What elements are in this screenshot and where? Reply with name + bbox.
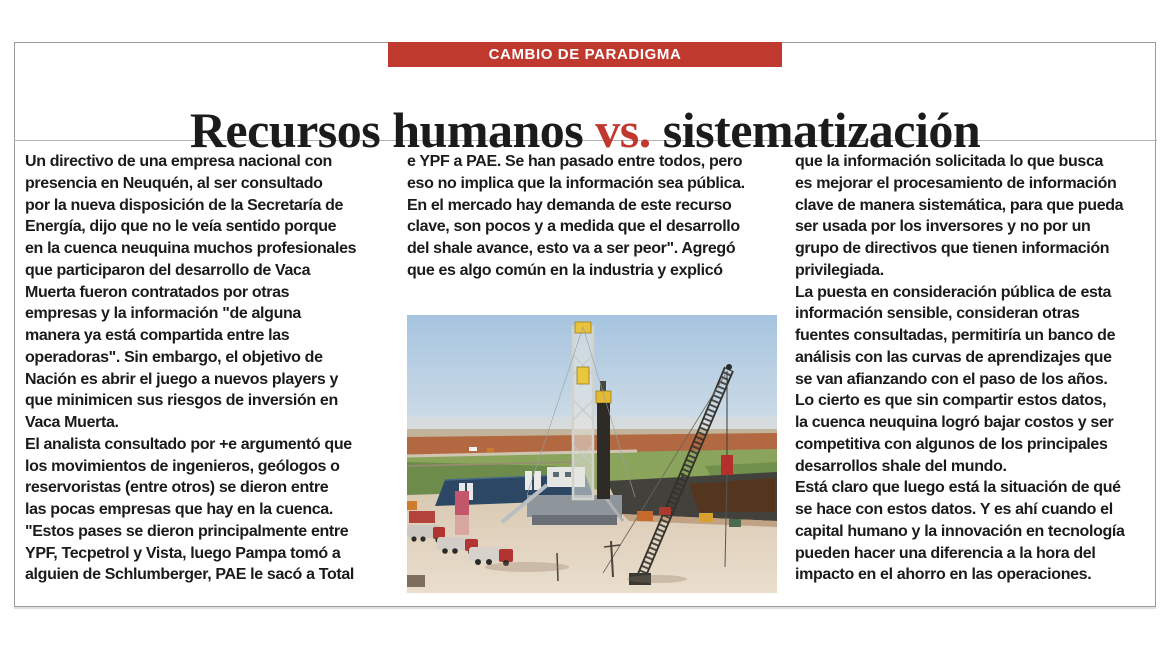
article-column-2 [407,151,779,282]
headline-accent-vs: vs. [595,101,651,158]
text-line: la cuenca neuquina logró bajar costos y ser [795,414,1114,431]
text-line: eso no implica que la información sea pública. [407,174,745,192]
text-line: que la información solicitada lo que busca [795,153,1104,170]
text-line: desarrollos shale del mundo. [795,457,1007,475]
headline-part1: Recursos humanos [189,101,596,158]
text-line: Nación es abrir el juego a nuevos players y [25,370,339,388]
text-line: en la cuenca neuquina muchos profesionales [25,240,357,257]
article-column-3 [795,151,1157,586]
text-line: las pocas empresas que hay en la cuenca. [25,501,333,518]
text-line: operadoras". Sin embargo, el objetivo de [25,348,323,366]
text-line: reservoristas (entre otros) se dieron entre [25,479,329,497]
text-line: La puesta en consideración pública de esta [795,283,1112,301]
text-line: capital humano y la innovación en tecnología [795,522,1125,540]
text-line: que participaron del desarrollo de Vaca [25,261,311,279]
text-line: clave, son pocos y a medida que el desarrollo [407,218,740,236]
article-headline [0,100,1170,160]
text-line: "Estos pases se dieron principalmente entre [25,522,349,540]
text-line: ser usada por los inversores y no por un [795,218,1091,236]
text-line: es mejorar el procesamiento de información [795,174,1117,192]
text-line: privilegiada. [795,261,884,279]
text-line: impacto en el ahorro en las operaciones. [795,566,1092,584]
text-line: que minimicen sus riesgos de inversión en [25,392,338,410]
text-line: información sensible, consideran otras [795,305,1080,323]
text-line: Muerta fueron contratados por otras [25,283,290,301]
text-line: El analista consultado por +e argumentó que [25,435,352,453]
article-column-1 [25,151,393,586]
text-line: fuentes consultadas, permitiría un banco de [795,327,1116,344]
text-line: análisis con las curvas de aprendizajes que [795,348,1112,366]
text-line: En el mercado hay demanda de este recurso [407,196,732,214]
text-line: se van afianzando con el paso de los años. [795,370,1108,388]
text-line: e YPF a PAE. Se han pasado entre todos, pero [407,153,743,170]
text-line: alguien de Schlumberger, PAE le sacó a Total [25,566,354,584]
headline-part2: sistematización [650,101,981,158]
text-line: competitiva con algunos de los principales [795,435,1108,453]
text-line: Energía, dijo que no le veía sentido porque [25,218,337,236]
text-line: clave de manera sistemática, para que pueda [795,196,1124,214]
text-line: presencia en Neuquén, al ser consultado [25,174,323,192]
text-line: empresas y la información "de alguna [25,305,301,323]
text-line: Lo cierto es que sin compartir estos datos, [795,392,1107,410]
text-line: por la nueva disposición de la Secretaría de [25,196,344,214]
text-line: grupo de directivos que tienen información [795,240,1110,257]
text-line: los movimientos de ingenieros, geólogos o [25,457,340,475]
text-line: se hace con estos datos. Y es ahí cuando el [795,501,1113,518]
text-line: YPF, Tecpetrol y Vista, luego Pampa tomó a [25,544,341,562]
text-line: que es algo común en la industria y explicó [407,261,723,279]
text-line: Vaca Muerta. [25,414,119,431]
section-kicker: CAMBIO DE PARADIGMA [388,42,782,67]
text-line: pueden hacer una diferencia a la hora del [795,544,1096,562]
text-line: Está claro que luego está la situación de qué [795,479,1121,497]
text-line: Un directivo de una empresa nacional con [25,153,332,170]
drilling-rig-photo [407,315,777,593]
text-line: manera ya está compartida entre las [25,327,290,344]
text-line: del shale avance, esto va a ser peor". Agregó [407,240,736,257]
